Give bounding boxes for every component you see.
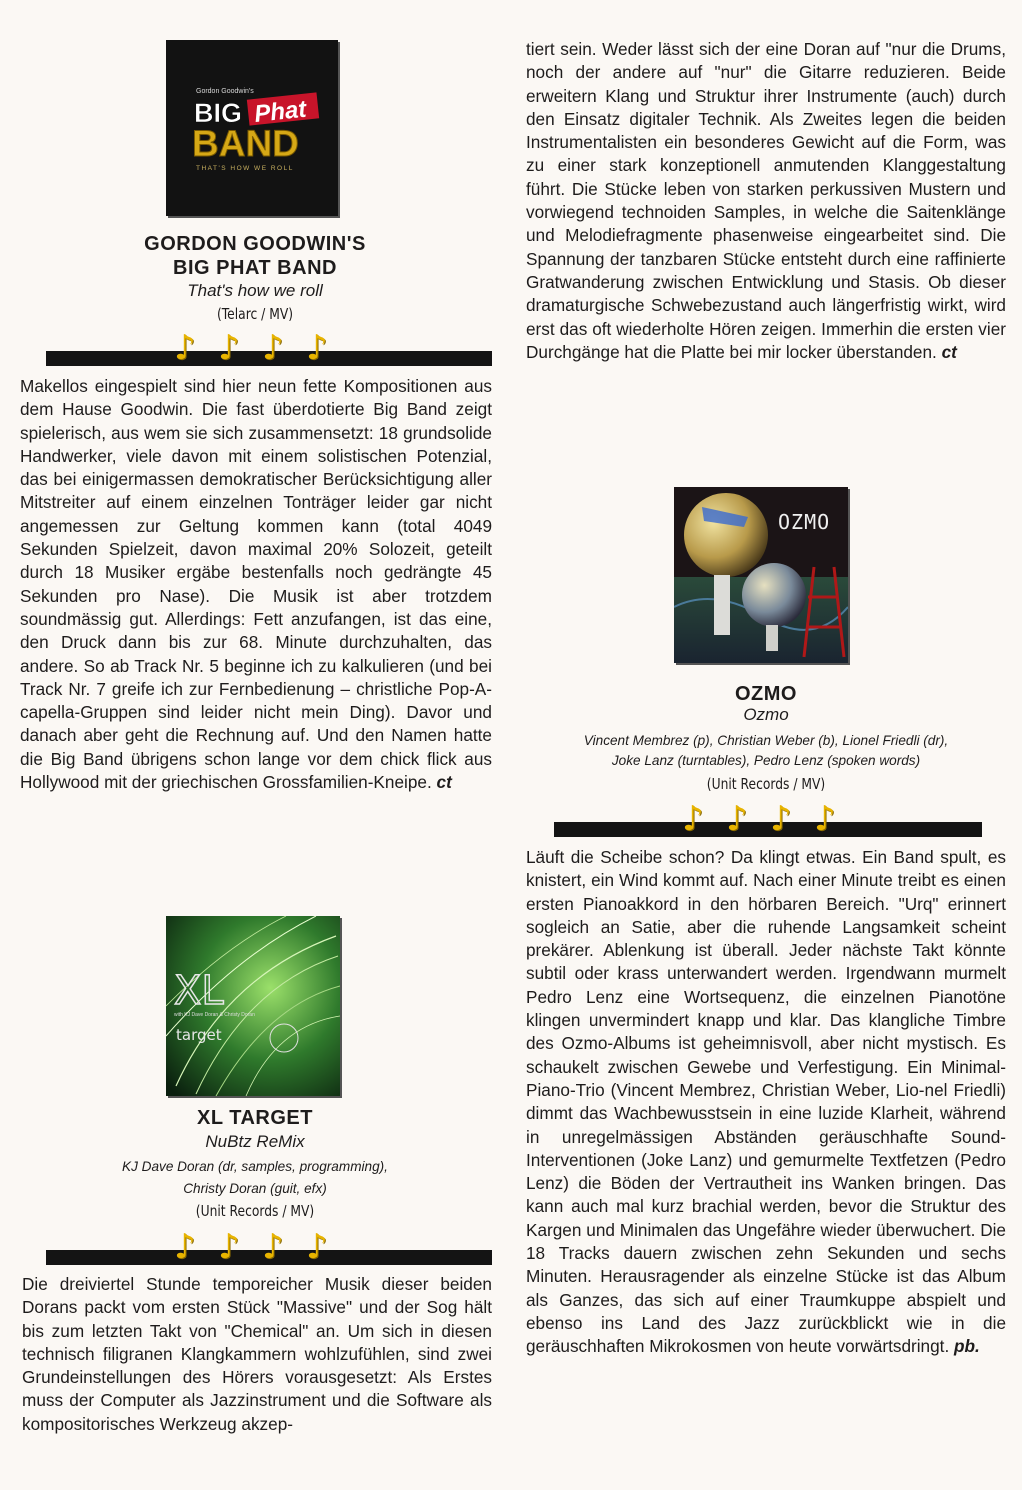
cover-band: BAND — [192, 123, 299, 164]
album-credits-line2: Joke Lanz (turntables), Pedro Lenz (spoken words) — [611, 753, 921, 768]
album-title-line1: GORDON GOODWIN'S — [144, 233, 366, 255]
album-title-line2: BIG PHAT BAND — [173, 257, 337, 279]
cover-text: OZMO — [778, 510, 831, 534]
rating-note-icon: ♪ — [218, 1227, 240, 1267]
album-cover-big-phat-band — [166, 40, 338, 216]
album-cover-xl-target — [166, 916, 340, 1096]
album-credits-line1: KJ Dave Doran (dr, samples, programming), — [122, 1159, 388, 1174]
rating-notes — [174, 329, 334, 369]
cover-target: target — [176, 1026, 222, 1044]
rating-note-icon: ♪ — [174, 1227, 196, 1267]
album-label: (Unit Records / MV) — [195, 1202, 315, 1220]
review-text — [526, 846, 1006, 1359]
cover-phat: Phat — [253, 95, 308, 128]
album-label: (Telarc / MV) — [216, 305, 294, 323]
review-author: ct — [941, 341, 957, 362]
rating-note-icon: ♪ — [262, 1227, 284, 1267]
rating-notes — [174, 1228, 334, 1268]
big-phat-band-artwork — [166, 40, 338, 216]
cover-big: BIG — [194, 98, 243, 128]
rating-note-icon: ♪ — [262, 328, 284, 368]
rating-note-icon: ♪ — [306, 328, 328, 368]
cover-tagline: THAT'S HOW WE ROLL — [196, 165, 294, 172]
album-title: XL TARGET — [197, 1107, 313, 1129]
review-text — [20, 375, 492, 794]
review-body: tiert sein. Weder lässt sich der eine Doran auf "nur die Drums, noch der andere auf "nur" die Gitarre reduzieren. Beide erweitern Klang und Struktur ihrer Instrumente (auch) durch den Einsatz digitaler Technik. Als Zweites legen die beiden Instrumentalisten ein besonderes Gewicht auf die Form, was zu einer stark konzeptionell anmutenden Klanggestaltung führt. Die Stücke leben von starken perkussiven Mustern und vorwiegend technoiden Samples, in welche die Saitenklänge und Melodiefragmente phasenweise eingearbeitet sind. Die Spannung der tanzbaren Stücke entsteht durch eine raffinierte Gratwanderung zwischen Entwicklung und Stasis. Ob dieser dramaturgische Schwebezustand auch längerfristig wirkt, wird erst das oft wiederholte Hören zeigen. Immerhin die ersten vier Durchgänge hat die Platte bei mir locker überstanden. — [526, 39, 1006, 362]
rating-note-icon: ♪ — [306, 1227, 328, 1267]
review-body: Makellos eingespielt sind hier neun fette Kompositionen aus dem Hause Goodwin. Die fast überdotierte Big Band zeigt spielerisch, aus wem sie sich zusammensetzt: 18 grundsolide Handwerker, viele davon mit einem solistischen Potenzial, das bei einigermassen demokratischer Berücksichtigung aller Mitstreiter auf einem einzelnen Tonträger leider gar nicht angemessen zur Geltung kommen kann (total 4049 Sekunden Spielzeit, davon maximal 20% Solozeit, geteilt durch 18 Musiker ergäbe bestenfalls noch gedrängte 45 Sekunden pro Nase). Die Musik ist aber trotzdem soundmässig gut. Allerdings: Fett anzufangen, ist das eine, den Druck dann bis zur 68. Minute durchzuhalten, das andere. So ab Track Nr. 5 beginne ich zu kalkulieren (und bei Track Nr. 7 greife ich zur Fernbedienung – christliche Pop-A-capella-Gruppen sind leider nicht mein Ding). Davor und danach aber geht die Rechnung auf. Und den Namen hatte die Big Band übrigens schon lange vor dem chick flick aus Hollywood mit der griechischen Grossfamilien-Kneipe. — [20, 376, 492, 793]
rating-note-icon: ♪ — [770, 799, 792, 839]
review-author: pb. — [954, 1336, 980, 1357]
album-label: (Unit Records / MV) — [706, 775, 826, 793]
album-credits-line1: Vincent Membrez (p), Christian Weber (b), Lionel Friedli (dr), — [583, 733, 949, 748]
ozmo-artwork — [674, 487, 848, 663]
cover-xl: XL — [174, 968, 224, 1014]
rating-notes — [682, 800, 842, 840]
review-author: ct — [436, 772, 452, 793]
review-body: Läuft die Scheibe schon? Da klingt etwas. Ein Band spult, es knistert, ein Wind kommt auf. Nach einer Minute treibt es einen ersten Pianoakkord in den hörbaren Bereich. "Urq" erinnert sogleich an Satie, aber die ruhende Langsamkeit scheint prekärer. Ablenkung ist überall. Jeder nächste Takt könnte subtil oder krass unterwandert werden. Irgendwann murmelt Pedro Lenz eine Wortsequenz, die einzelnen Pianotöne klingen unvermindert knapp und klar. Das klangliche Timbre des Ozmo-Albums ist geheimnisvoll, aber nicht mystisch. Es schaukelt zwischen Gewebe und Verfestigung. Ein Minimal-Piano-Trio (Vincent Membrez, Christian Weber, Lio-nel Friedli) dimmt das Wachbewusstsein in eine luzide Klarheit, während in unregelmässigen Abständen geräuschhafte Sound-Interventionen (Joke Lanz) und gemurmelte Textfetzen (Pedro Lenz) die Böden der Vertrautheit ins Wanken bringen. Das kann auch mal kurz brachial werden, bevor die Struktur des Kargen und Minimalen das Ungefähre wieder überwuchert. Die 18 Tracks dauern zwischen zehn Sekunden und sechs Minuten. Herausragender als einzelne Stücke ist das Album als Ganzes, das sich auf einer Traumkuppe abspielt und ebenso ins Land des Jazz zurückblickt wie in die geräuschhaften Mikrokosmen von heute vorwärtsdringt. — [526, 847, 1006, 1357]
review-text-part2 — [526, 38, 1006, 364]
album-subtitle: NuBtz ReMix — [205, 1132, 305, 1151]
xl-target-artwork — [166, 916, 340, 1096]
rating-note-icon: ♪ — [814, 799, 836, 839]
rating-note-icon: ♪ — [218, 328, 240, 368]
rating-note-icon: ♪ — [174, 328, 196, 368]
review-text-part1 — [22, 1273, 492, 1436]
cover-with-line: with KJ Dave Doran & Christy Doran — [174, 1012, 255, 1018]
album-subtitle: That's how we roll — [187, 281, 323, 300]
album-credits-line2: Christy Doran (guit, efx) — [183, 1181, 327, 1196]
album-cover-ozmo — [674, 487, 848, 663]
album-title: OZMO — [735, 683, 797, 705]
review-body: Die dreiviertel Stunde temporeicher Musik dieser beiden Dorans packt vom ersten Stück "Massive" und der Sog hält bis zum letzten Takt von "Chemical" an. Um sich in diesen technisch filigranen Klangkammern wohlzufühlen, sind zwei Grundeinstellungen des Hörers vorausgesetzt: Als Erstes muss der Computer als Jazzinstrument und die Software als kompositorisches Werkzeug akzep- — [22, 1274, 492, 1434]
rating-note-icon: ♪ — [682, 799, 704, 839]
cover-small-line: Gordon Goodwin's — [196, 88, 254, 95]
rating-note-icon: ♪ — [726, 799, 748, 839]
album-subtitle: Ozmo — [743, 705, 789, 724]
